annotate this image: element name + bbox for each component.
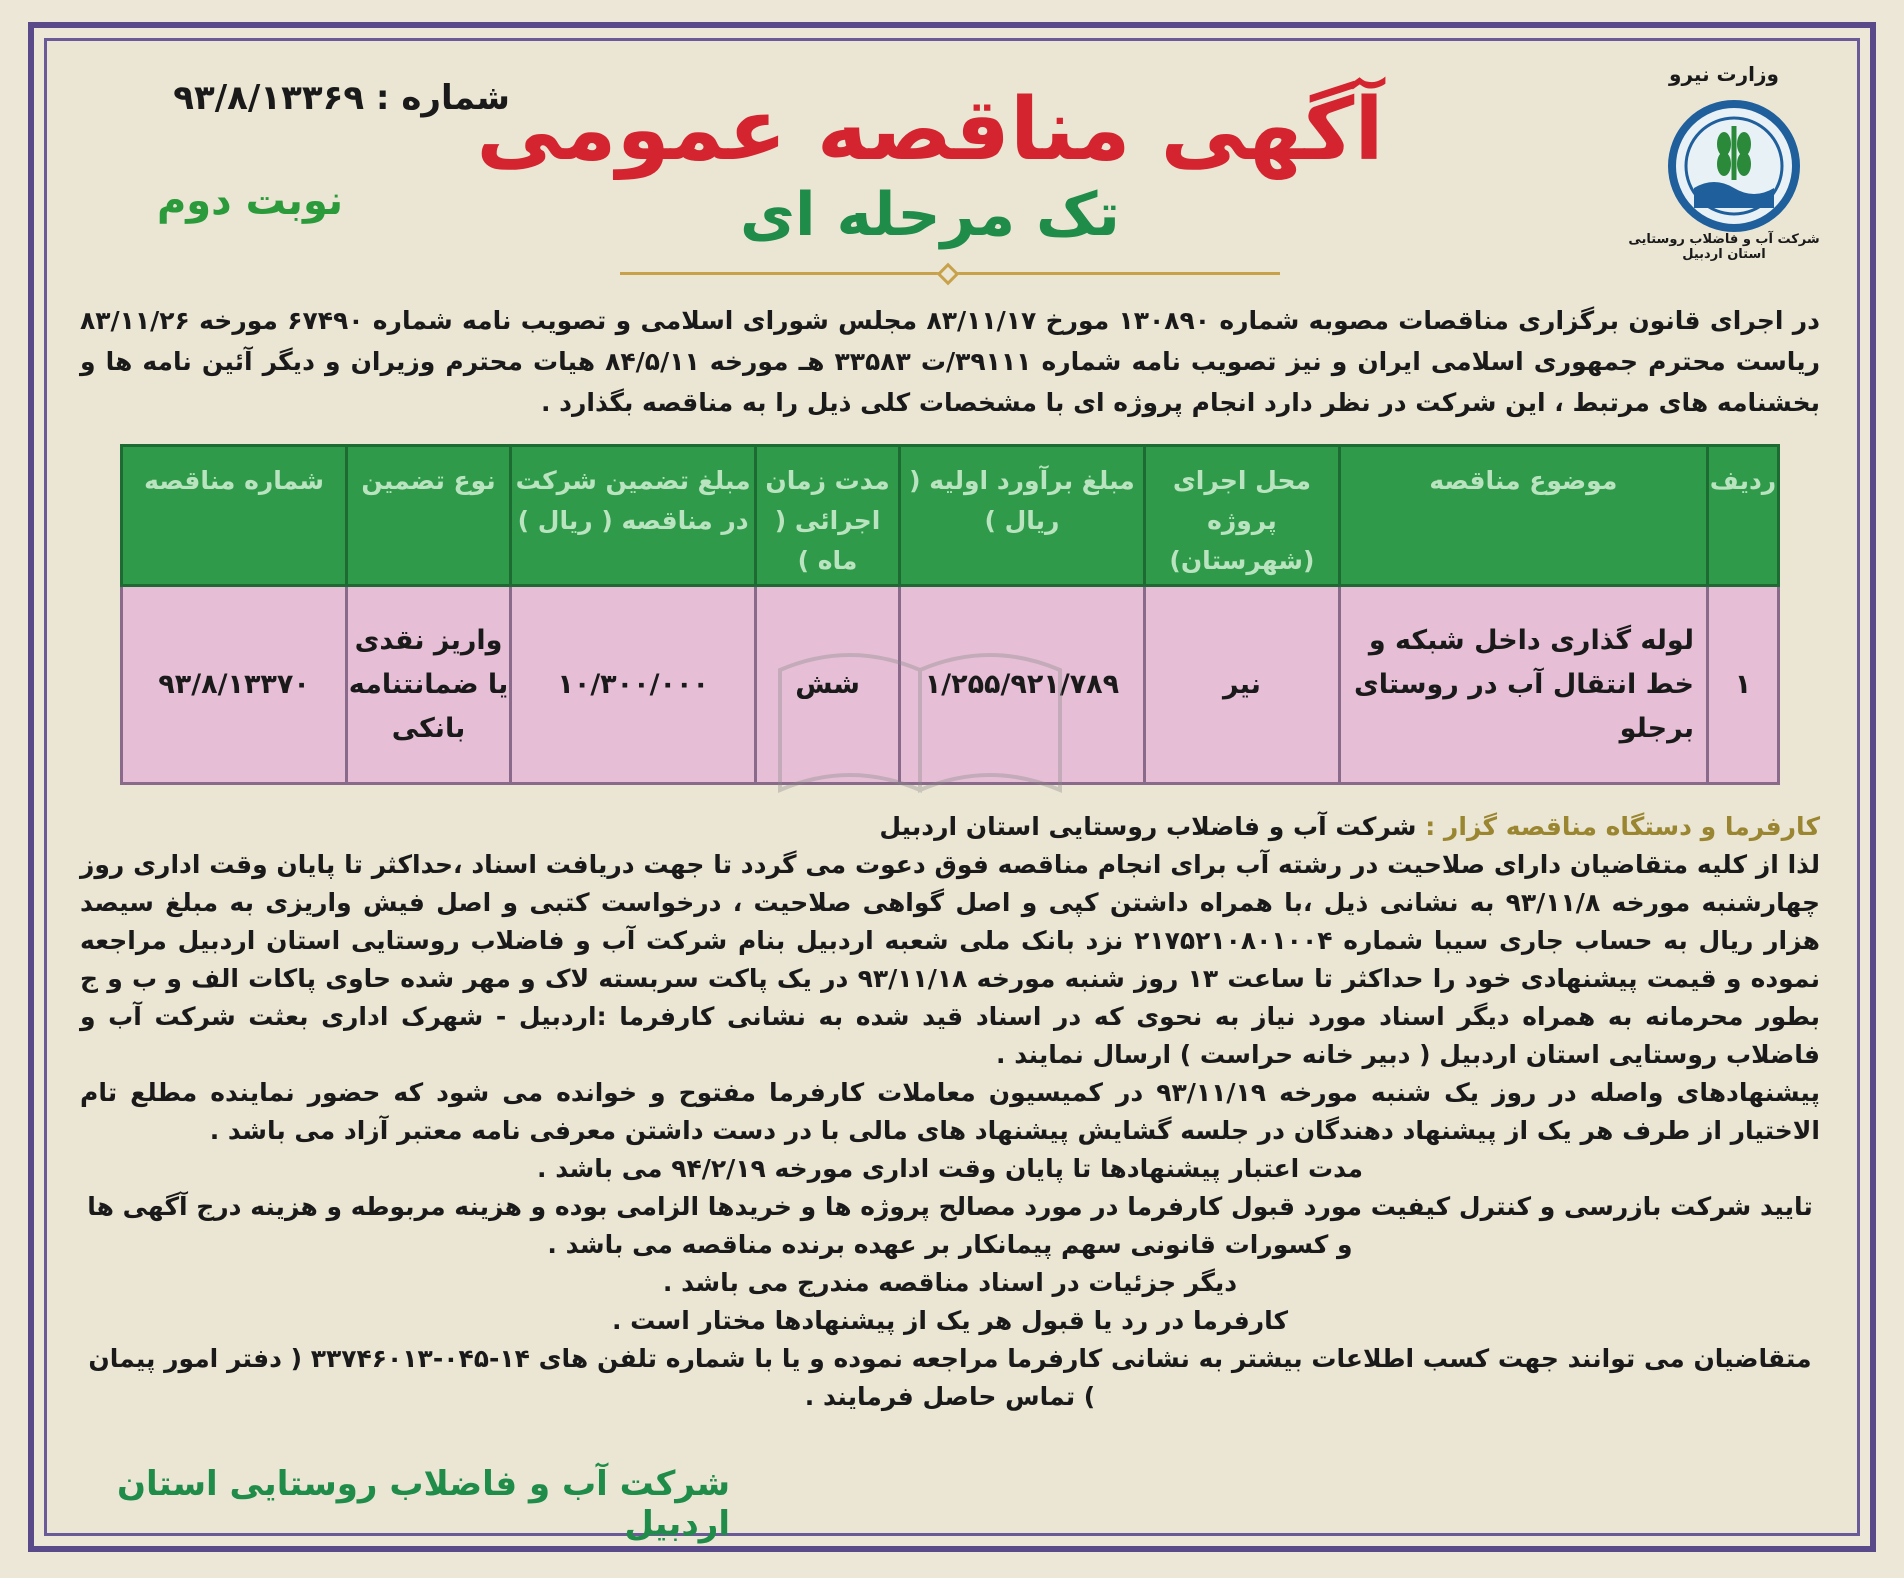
col-subject: موضوع مناقصه <box>1339 446 1707 586</box>
notice-number <box>90 78 510 118</box>
col-row: ردیف <box>1708 446 1779 586</box>
body-paragraph-5: دیگر جزئیات در اسناد مناقصه مندرج می باشد . <box>662 1268 1238 1297</box>
col-estimate: مبلغ برآورد اولیه ( ریال ) <box>899 446 1145 586</box>
col-guarantee-type: نوع تضمین <box>347 446 511 586</box>
cell-duration: شش <box>756 586 899 784</box>
cell-location: نیر <box>1145 586 1339 784</box>
cell-tender-number: ۹۳/۸/۱۳۳۷۰ <box>122 586 347 784</box>
col-location: محل اجرای پروژه (شهرستان) <box>1145 446 1339 586</box>
body-paragraph-4: تایید شرکت بازرسی و کنترل کیفیت مورد قبول کارفرما در مورد مصالح پروژه ها و خریدها الزامی بوده و هزینه مربوطه و هزینه درج آگهی ها و کسورات قانونی سهم پیمانکار بر عهده برنده مناقصه می باشد . <box>87 1192 1813 1259</box>
cell-estimate: ۱/۲۵۵/۹۲۱/۷۸۹ <box>899 586 1145 784</box>
book-watermark-icon <box>760 640 1140 800</box>
cell-subject: لوله گذاری داخل شبکه و خط انتقال آب در روستای برجلو <box>1339 586 1707 784</box>
footer-company-name: شرکت آب و فاضلاب روستایی استان اردبیل <box>116 1464 730 1544</box>
number-label: شماره : <box>375 78 510 118</box>
body-paragraph-6: کارفرما در رد یا قبول هر یک از پیشنهادها مختار است . <box>611 1306 1289 1335</box>
cell-row: ۱ <box>1708 586 1779 784</box>
cell-guarantee-type: واریز نقدی یا ضمانتنامه بانکی <box>347 586 511 784</box>
employer-name: شرکت آب و فاضلاب روستایی استان اردبیل <box>879 812 1417 841</box>
body-paragraph-7: متقاضیان می توانند جهت کسب اطلاعات بیشتر به نشانی کارفرما مراجعه نموده و یا با شماره تلفن های ۱۴-۰۴۵-۳۳۷۴۶۰۱۳ ( دفتر امور پیمان ) تماس حاصل فرمایند . <box>88 1344 1812 1411</box>
table-header-row <box>122 446 1779 586</box>
col-guarantee-amount: مبلغ تضمین شرکت در مناقصه ( ریال ) <box>510 446 756 586</box>
body-paragraph-2: پیشنهادهای واصله در روز یک شنبه مورخه ۹۳/۱۱/۱۹ در کمیسیون معاملات کارفرما مفتوح و خوانده می شود که حضور نماینده مطلع تام الاختیار از طرف هر یک از پیشنهاد دهندگان در جلسه گشایش پیشنهاد های مالی با در دست داشتن معرفی نامه معتبر آزاد می باشد . <box>80 1078 1821 1145</box>
body-text <box>80 808 1820 1416</box>
intro-paragraph: در اجرای قانون برگزاری مناقصات مصوبه شماره ۱۳۰۸۹۰ مورخ ۸۳/۱۱/۱۷ مجلس شورای اسلامی و تصویب نامه شماره ۶۷۴۹۰ مورخه ۸۳/۱۱/۲۶ ریاست محترم جمهوری اسلامی ایران و نیز تصویب نامه شماره ۳۹۱۱۱/ت ۳۳۵۸۳ هـ مورخه ۸۴/۵/۱۱ هیات محترم وزیران و دیگر آئین نامه ها و بخشنامه های مرتبط ، این شرکت در نظر دارد انجام پروژه ای با مشخصات کلی ذیل را به مناقصه بگذارد . <box>80 306 1820 417</box>
ministry-name: وزارت نیرو <box>1669 62 1779 86</box>
logo-block <box>1624 60 1824 260</box>
number-value: ۹۳/۸/۱۳۳۶۹ <box>173 78 365 118</box>
col-tender-number: شماره مناقصه <box>122 446 347 586</box>
round-label: نوبت دوم <box>156 178 344 224</box>
notice-title: آگهی مناقصه عمومی <box>476 80 1384 180</box>
water-company-logo-icon <box>1664 96 1804 236</box>
body-paragraph-3: مدت اعتبار پیشنهادها تا پایان وقت اداری مورخه ۹۴/۲/۱۹ می باشد . <box>537 1154 1363 1183</box>
cell-guarantee-amount: ۱۰/۳۰۰/۰۰۰ <box>510 586 756 784</box>
logo-caption: شرکت آب و فاضلاب روستایی استان اردبیل <box>1628 232 1820 262</box>
employer-label: کارفرما و دستگاه مناقصه گزار : <box>1425 812 1820 841</box>
notice-subtitle: تک مرحله ای <box>740 180 1120 250</box>
col-duration: مدت زمان اجرائی ( ماه ) <box>756 446 899 586</box>
body-paragraph-1: لذا از کلیه متقاضیان دارای صلاحیت در رشته آب برای انجام مناقصه فوق دعوت می گردد تا جهت دریافت اسناد ،حداکثر تا پایان وقت اداری روز چهارشنبه مورخه ۹۳/۱۱/۸ به نشانی ذیل ،با همراه داشتن کپی و اصل گواهی صلاحیت ، درخواست کتبی و اصل فیش واریزی به مبلغ سیصد هزار ریال به حساب جاری سیبا شماره ۲۱۷۵۲۱۰۸۰۱۰۰۴ نزد بانک ملی شعبه اردبیل بنام شرکت آب و فاضلاب روستایی استان اردبیل مراجعه نموده و قیمت پیشنهادی خود را حداکثر تا ساعت ۱۳ روز شنبه مورخه ۹۳/۱۱/۱۸ در یک پاکت سربسته لاک و مهر شده حاوی پاکات الف و ب و ج بطور محرمانه به همراه دیگر اسناد مورد نیاز به نحوی که در اسناد قید شده به نشانی کارفرما :اردبیل - شهرک اداری بعثت شرکت آب و فاضلاب روستایی استان اردبیل ( دبیر خانه حراست ) ارسال نمایند . <box>80 850 1821 1069</box>
employer-line <box>80 808 1820 846</box>
